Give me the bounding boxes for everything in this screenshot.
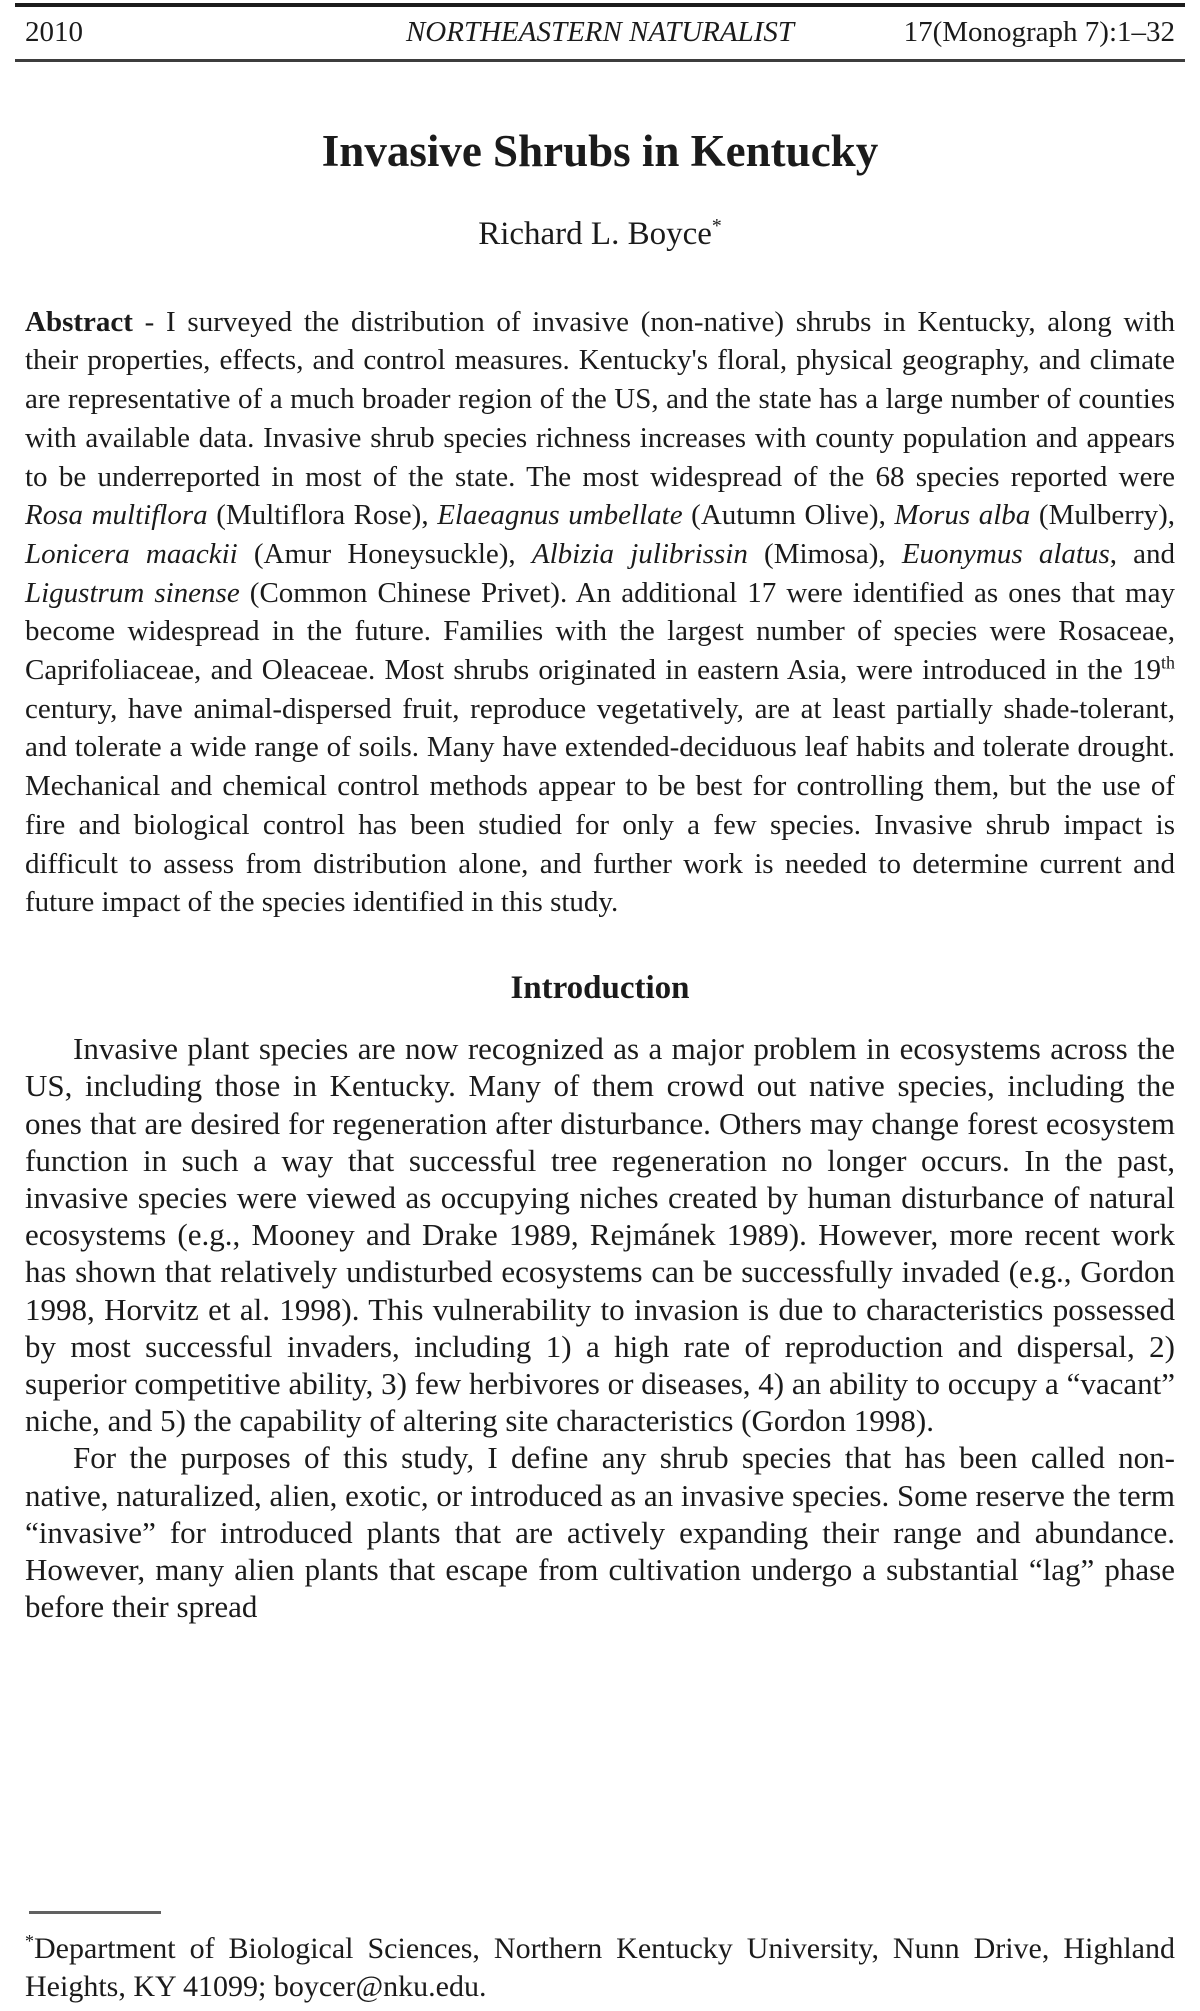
footnote-block — [25, 1911, 1175, 2005]
intro-paragraph-1: Invasive plant species are now recognized as a major problem in ecosystems across the US, including those in Kentucky. Many of them crowd out native species, including the ones that are desired for regeneration after disturbance. Others may change forest ecosystem function in such a way that successful tree regeneration no longer occurs. In the past, invasive species were viewed as occupying niches created by human disturbance of natural ecosystems (e.g., Mooney and Drake 1989, Rejmánek 1989). However, more recent work has shown that relatively undisturbed ecosystems can be successfully invaded (e.g., Gordon 1998, Horvitz et al. 1998). This vulnerability to invasion is due to characteristics possessed by most successful invaders, including 1) a high rate of reproduction and dispersal, 2) superior competitive ability, 3) few herbivores or diseases, 4) an ability to occupy a “vacant” niche, and 5) the capability of altering site characteristics (Gordon 1998). — [25, 1031, 1175, 1439]
section-heading-introduction: Introduction — [510, 970, 690, 1006]
author-name: Richard L. Boyce — [478, 215, 712, 252]
author-affiliation-footnote — [25, 1930, 1175, 2005]
running-head-citation: 17(Monograph 7):1–32 — [903, 16, 1175, 48]
running-head — [25, 7, 1175, 53]
running-head-journal-title: NORTHEASTERN NATURALIST — [405, 16, 795, 48]
footnote-marker: * — [25, 1931, 34, 1951]
author-footnote-marker: * — [711, 214, 722, 237]
header-divider-rule — [15, 59, 1185, 62]
footnote-body: Department of Biological Sciences, Northern Kentucky University, Nunn Drive, Highland Heights, KY 41099; boycer@nku.edu. — [25, 1932, 1175, 2003]
footnote-divider-rule — [29, 1911, 161, 1914]
intro-paragraph-2: For the purposes of this study, I define any shrub species that has been called non-native, naturalized, alien, exotic, or introduced as an invasive species. Some reserve the term “invasive” for introduced plants that are actively expanding their range and abundance. However, many alien plants that escape from cultivation undergo a substantial “lag” phase before their spread — [25, 1440, 1176, 1625]
abstract-paragraph: Abstract - I surveyed the distribution of invasive (non-native) shrubs in Kentucky, along with their properties, effects, and control measures. Kentucky's floral, physical geography, and climate are representative of a much broader region of the US, and the state has a large number of counties with available data. Invasive shrub species richness increases with county population and appears to be underreported in most of the state. The most widespread of the 68 species reported were Rosa multiflora (Multiflora Rose), Elaeagnus umbellate (Autumn Olive), Morus alba (Mulberry), Lonicera maackii (Amur Honeysuckle), Albizia julibrissin (Mimosa), Euonymus alatus, and Ligustrum sinense (Common Chinese Privet). An additional 17 were identified as ones that may become widespread in the future. Families with the largest number of species were Rosaceae, Caprifoliaceae, and Oleaceae. Most shrubs originated in eastern Asia, were introduced in the 19th century, have animal-dispersed fruit, reproduce vegetatively, are at least partially shade-tolerant, and tolerate a wide range of soils. Many have extended-deciduous leaf habits and tolerate drought. Mechanical and chemical control methods appear to be best for controlling them, but the use of fire and biological control has been studied for only a few species. Invasive shrub impact is difficult to assess from distribution alone, and further work is needed to determine current and future impact of the species identified in this study. — [25, 305, 1176, 919]
author-line — [25, 216, 1175, 253]
article-title: Invasive Shrubs in Kentucky — [321, 126, 879, 176]
running-head-year: 2010 — [25, 16, 83, 48]
